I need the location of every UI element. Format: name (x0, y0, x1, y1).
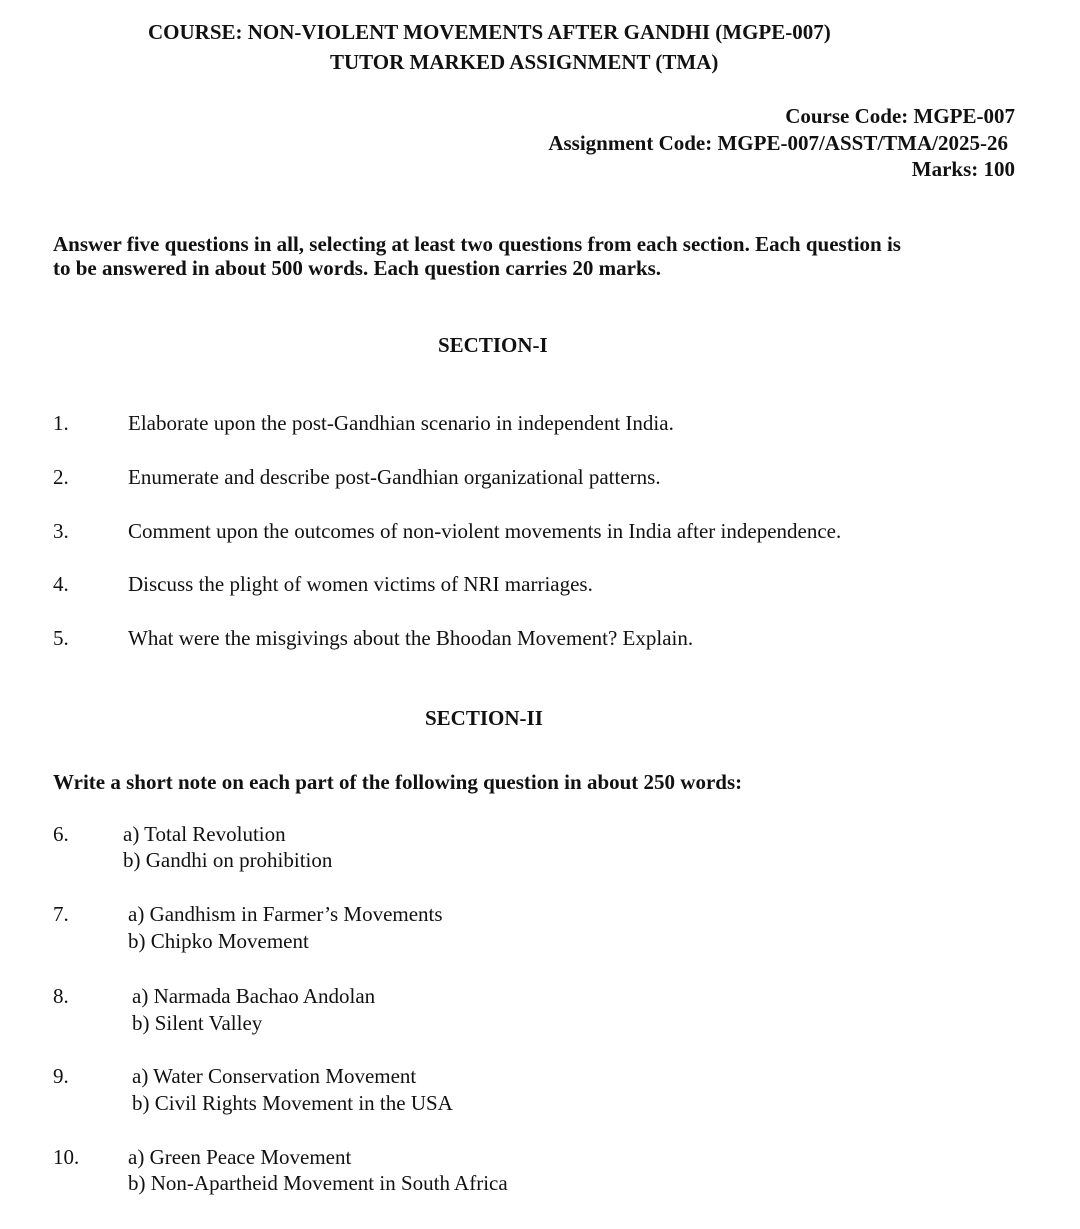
question-number: 8. (53, 984, 69, 1008)
question-number: 1. (53, 411, 69, 435)
question-part-b: b) Silent Valley (132, 1011, 263, 1035)
section-2-title: SECTION-II (425, 706, 543, 730)
question-part-b: b) Gandhi on prohibition (123, 848, 333, 872)
question-number: 7. (53, 902, 69, 926)
question-text: What were the misgivings about the Bhoodan Movement? Explain. (128, 626, 694, 650)
instructions-line-2: to be answered in about 500 words. Each question carries 20 marks. (53, 256, 662, 280)
course-title: COURSE: NON-VIOLENT MOVEMENTS AFTER GANDHI (MGPE-007) (148, 20, 831, 44)
question-number: 5. (53, 626, 69, 650)
question-part-b: b) Civil Rights Movement in the USA (132, 1091, 453, 1115)
question-number: 10. (53, 1145, 80, 1169)
question-text: Discuss the plight of women victims of NRI marriages. (128, 572, 593, 596)
question-number: 6. (53, 822, 69, 846)
section-1-title: SECTION-I (438, 333, 548, 357)
instructions-line-1: Answer five questions in all, selecting at least two questions from each section. Each question is (53, 232, 901, 256)
question-number: 2. (53, 465, 69, 489)
question-part-a: a) Green Peace Movement (128, 1145, 352, 1169)
course-code: Course Code: MGPE-007 (785, 104, 1015, 128)
question-part-a: a) Water Conservation Movement (132, 1064, 417, 1088)
question-number: 9. (53, 1064, 69, 1088)
question-part-b: b) Non-Apartheid Movement in South Africa (128, 1171, 508, 1195)
question-part-a: a) Gandhism in Farmer’s Movements (128, 902, 443, 926)
question-text: Enumerate and describe post-Gandhian organizational patterns. (128, 465, 661, 489)
question-part-b: b) Chipko Movement (128, 929, 309, 953)
marks: Marks: 100 (911, 157, 1015, 181)
question-number: 3. (53, 519, 69, 543)
question-number: 4. (53, 572, 69, 596)
question-part-a: a) Narmada Bachao Andolan (132, 984, 376, 1008)
question-text: Comment upon the outcomes of non-violent movements in India after independence. (128, 519, 842, 543)
question-part-a: a) Total Revolution (123, 822, 286, 846)
question-text: Elaborate upon the post-Gandhian scenario in independent India. (128, 411, 674, 435)
assignment-code: Assignment Code: MGPE-007/ASST/TMA/2025-26 (548, 131, 1008, 155)
tma-title: TUTOR MARKED ASSIGNMENT (TMA) (330, 50, 719, 74)
section-2-instruction: Write a short note on each part of the following question in about 250 words: (53, 770, 743, 794)
